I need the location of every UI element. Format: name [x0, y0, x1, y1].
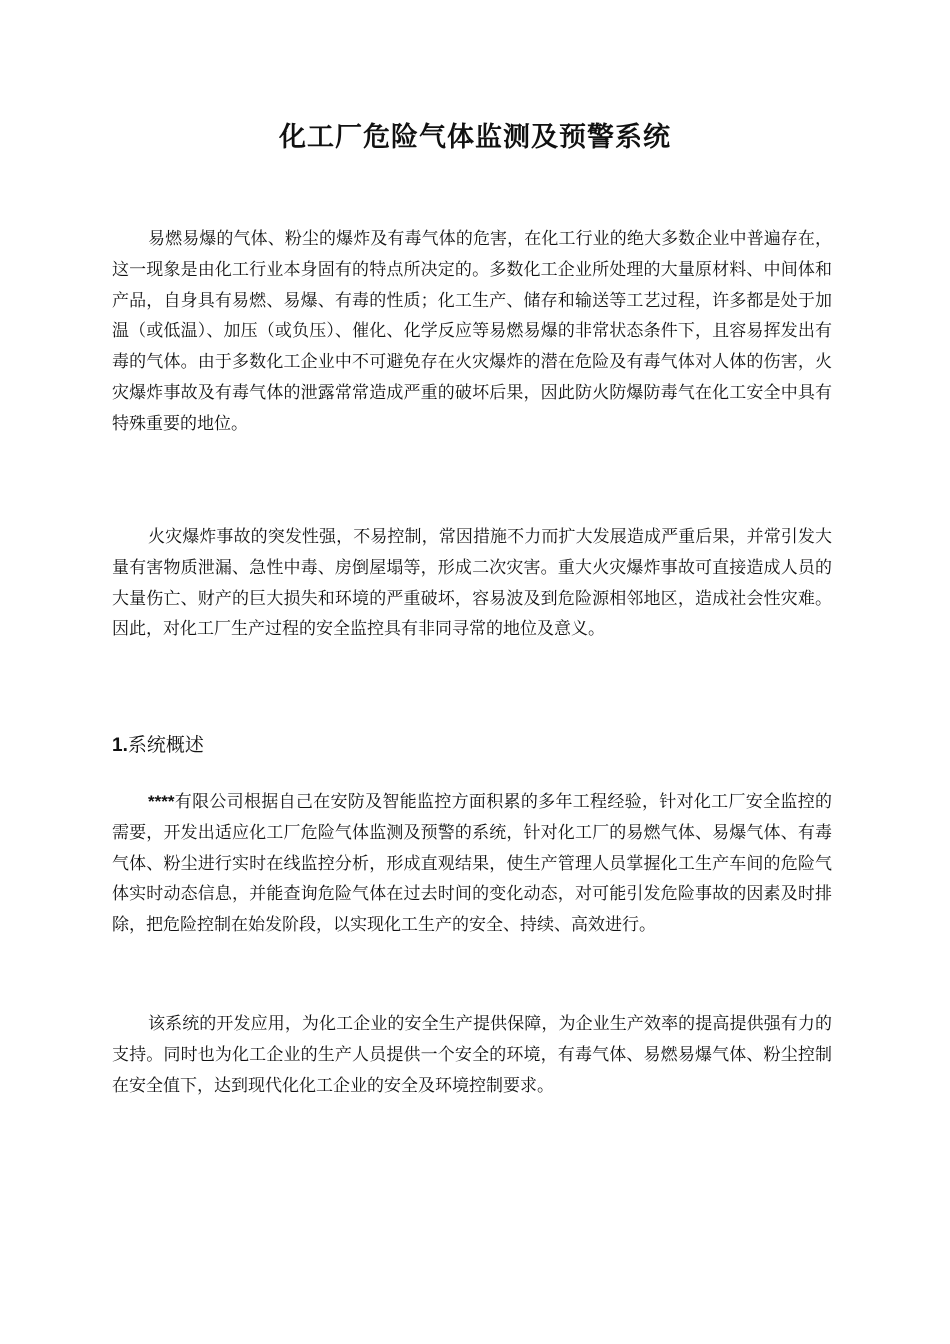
overview-paragraph-2: 该系统的开发应用，为化工企业的安全生产提供保障，为企业生产效率的提高提供强有力的支持。同时也为化工企业的生产人员提供一个安全的环境，有毒气体、易燃易爆气体、粉尘控制在安全值下，达到现代化化工企业的安全及环境控制要求。 [112, 1014, 832, 1096]
intro-paragraph-2: 火灾爆炸事故的突发性强，不易控制，常因措施不力而扩大发展造成严重后果，并常引发大量有害物质泄漏、急性中毒、房倒屋塌等，形成二次灾害。重大火灾爆炸事故可直接造成人员的大量伤亡、财产的巨大损失和环境的严重破坏，容易波及到危险源相邻地区，造成社会性灾难。因此，对化工厂生产过程的安全监控具有非同寻常的地位及意义。 [112, 527, 832, 640]
overview-paragraph-1 [112, 787, 832, 941]
section-number: 1. [112, 735, 128, 756]
document-title: 化工厂危险气体监测及预警系统 [279, 122, 671, 153]
section-heading-overview [112, 730, 204, 761]
company-placeholder: **** [148, 792, 175, 811]
overview-paragraph-1-text: 有限公司根据自己在安防及智能监控方面积累的多年工程经验，针对化工厂安全监控的需要，开发出适应化工厂危险气体监测及预警的系统，针对化工厂的易燃气体、易爆气体、有毒气体、粉尘进行实时在线监控分析，形成直观结果，使生产管理人员掌握化工生产车间的危险气体实时动态信息，并能查询危险气体在过去时间的变化动态，对可能引发危险事故的因素及时排除，把危险控制在始发阶段，以实现化工生产的安全、持续、高效进行。 [112, 792, 832, 936]
section-title: 系统概述 [127, 734, 204, 756]
intro-paragraph-1: 易燃易爆的气体、粉尘的爆炸及有毒气体的危害，在化工行业的绝大多数企业中普遍存在，这一现象是由化工行业本身固有的特点所决定的。多数化工企业所处理的大量原材料、中间体和产品，自身具有易燃、易爆、有毒的性质；化工生产、储存和输送等工艺过程，许多都是处于加温（或低温）、加压（或负压）、催化、化学反应等易燃易爆的非常状态条件下，且容易挥发出有毒的气体。由于多数化工企业中不可避免存在火灾爆炸的潜在危险及有毒气体对人体的伤害，火灾爆炸事故及有毒气体的泄露常常造成严重的破坏后果，因此防火防爆防毒气在化工安全中具有特殊重要的地位。 [112, 229, 832, 434]
